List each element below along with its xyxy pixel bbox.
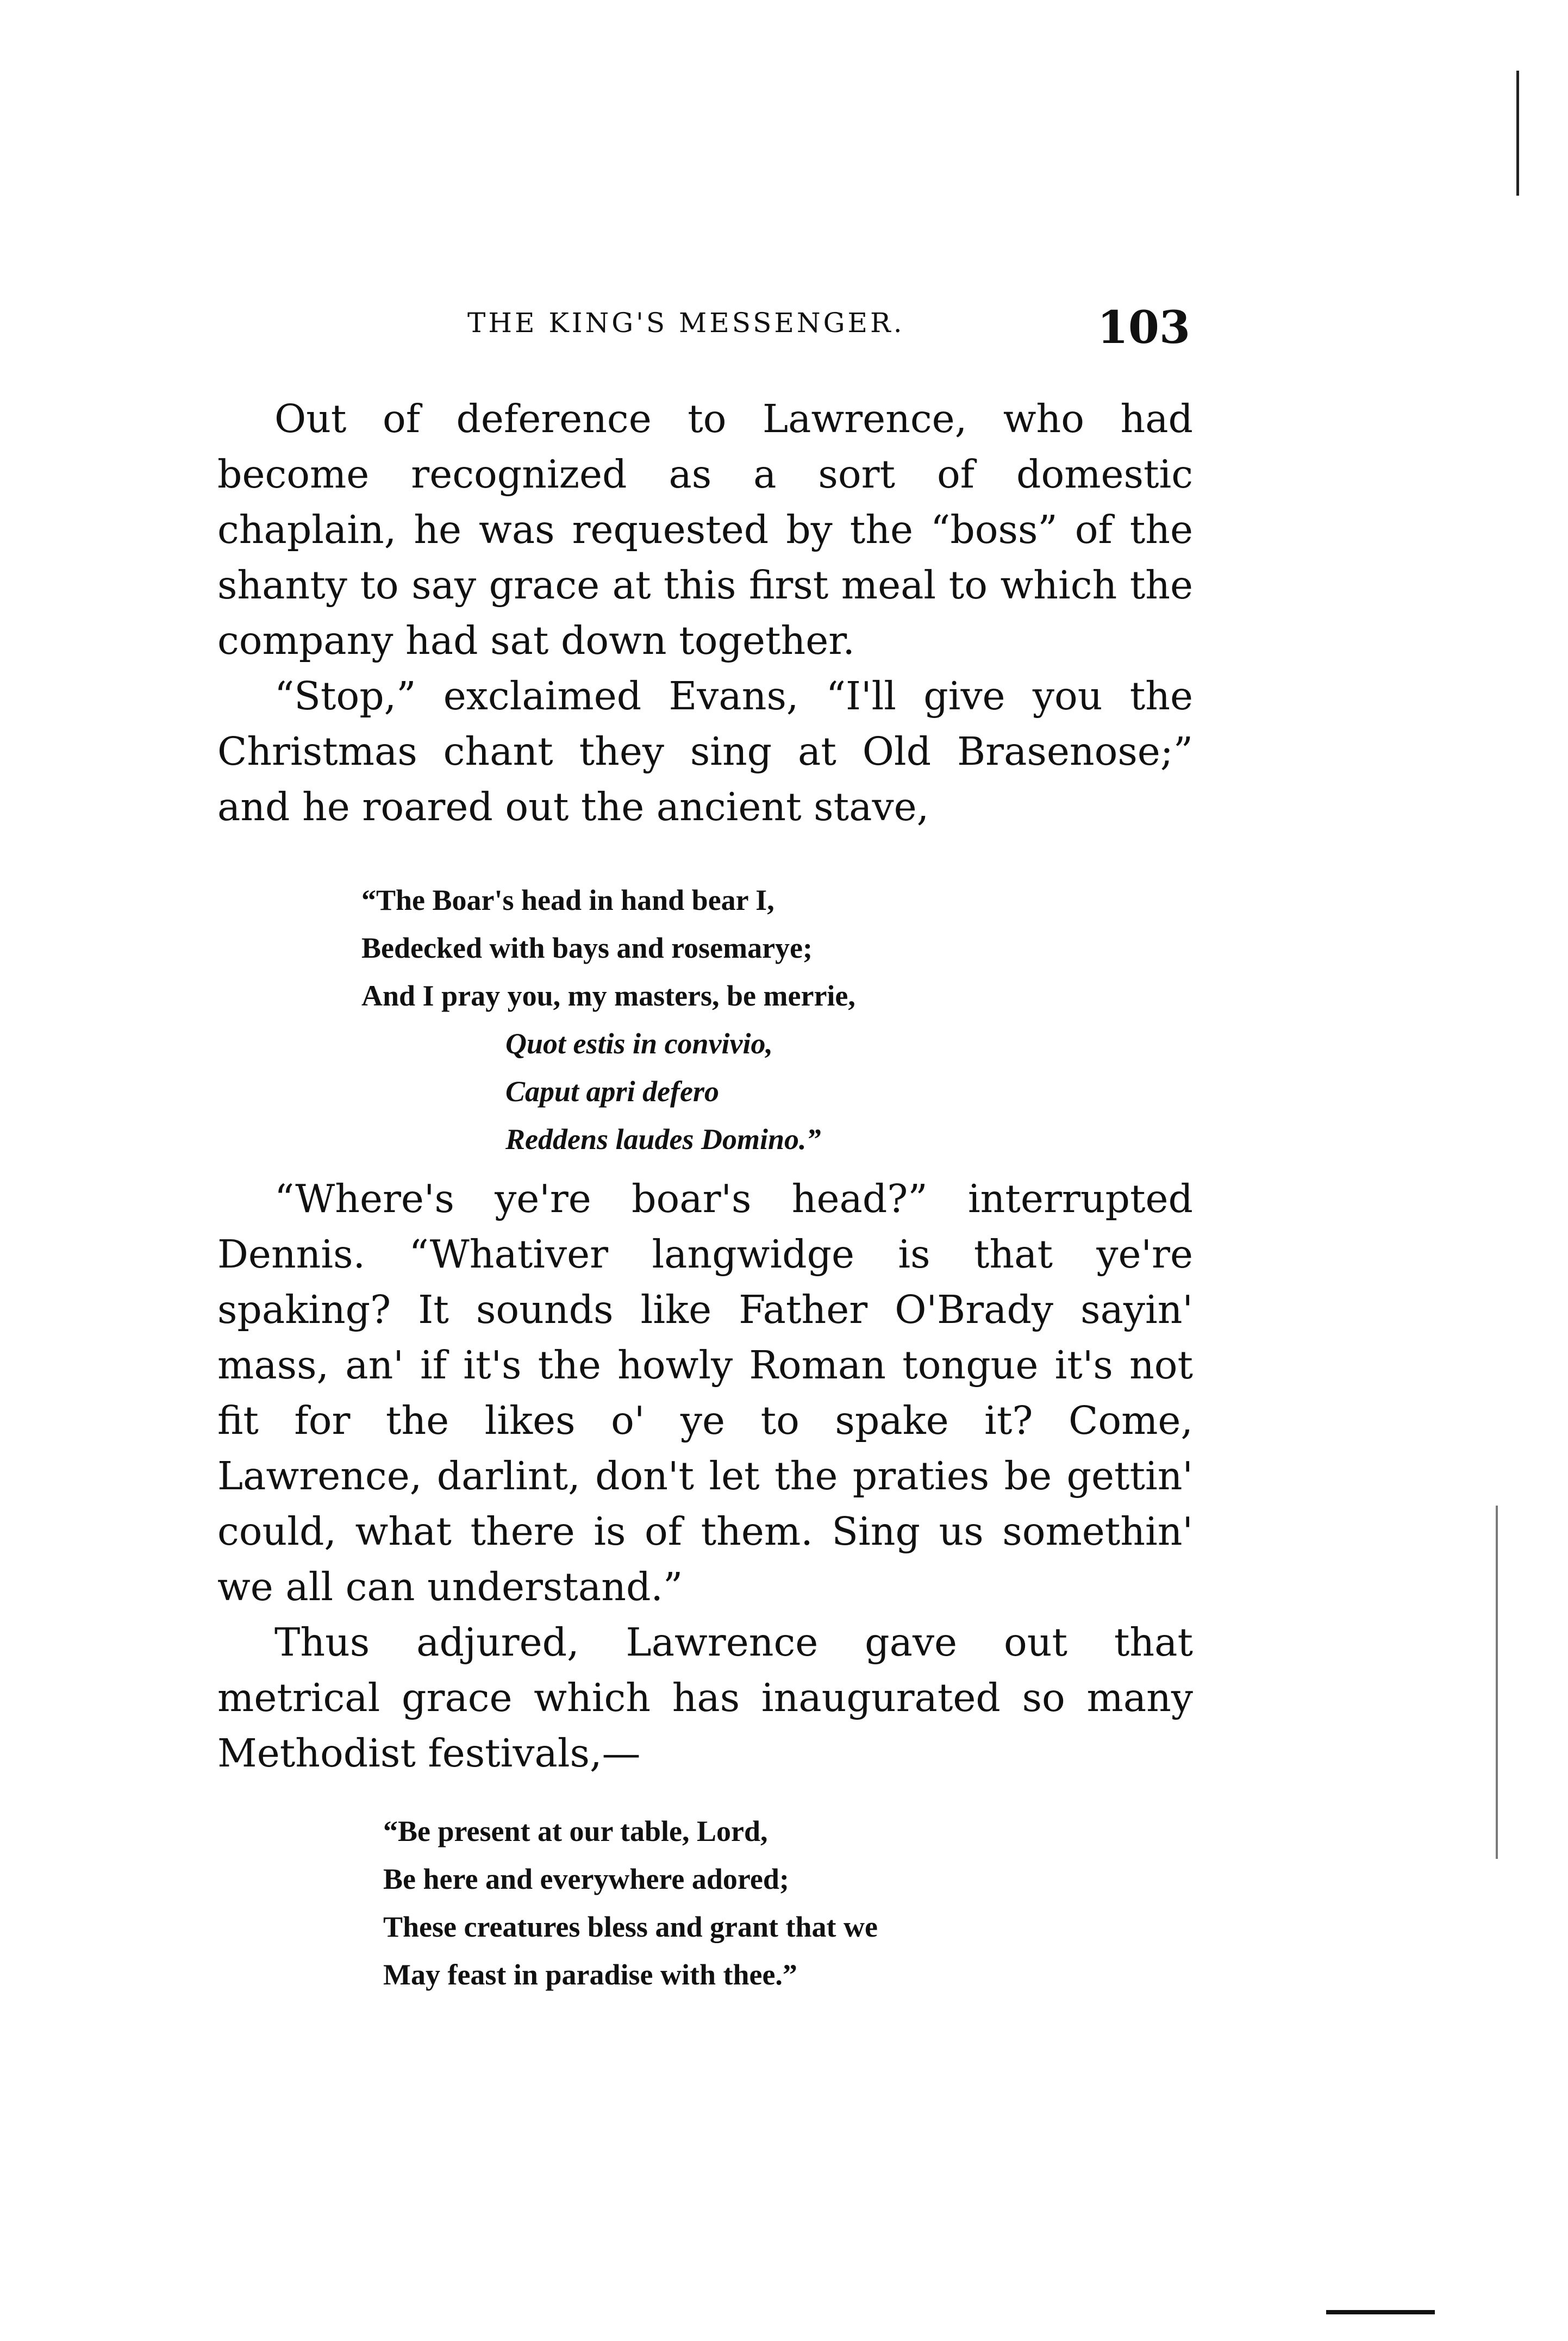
verse-line: “Be present at our table, Lord, (383, 1815, 768, 1847)
verse-line: Bedecked with bays and rosemarye; (361, 932, 813, 964)
paragraph-metrical-grace: Thus adjured, Lawrence gave out that metrical grace which has inaugurated so many Methodist festivals,— (217, 1620, 1193, 1776)
verse-line: And I pray you, my masters, be merrie, (361, 979, 855, 1012)
verse-line: Be here and everywhere adored; (383, 1863, 789, 1895)
verse-line: “The Boar's head in hand bear I, (361, 884, 774, 916)
page-edge-rule (1326, 2310, 1435, 2314)
verse-line-latin: Caput apri defero (505, 1075, 720, 1108)
paragraph-evans-chant: “Stop,” exclaimed Evans, “I'll give you the Christmas chant they sing at Old Brasenose;” and he roared out the ancient stave, (217, 673, 1193, 829)
text-block-two (217, 1171, 1193, 1781)
verse-line: May feast in paradise with thee.” (383, 1958, 797, 1991)
text-block-one (217, 391, 1193, 835)
gutter-mark (1496, 1506, 1498, 1859)
verse-line-latin: Quot estis in convivio, (505, 1027, 773, 1060)
grace-verse (383, 1807, 878, 1999)
running-header (217, 302, 1190, 361)
paragraph-dennis-reply: “Where's ye're boar's head?” interrupted Dennis. “Whativer langwidge is that ye're spaking? It sounds like Father O'Brady sayin' mass, an' if it's the howly Roman tongue it's not fit for the likes o' ye to spake it? Come, Lawrence, darlint, don't let the praties be gettin' could, what there is of them. Sing us somethin' we all can understand.” (217, 1176, 1193, 1609)
verse-line-latin: Reddens laudes Domino.” (505, 1123, 821, 1156)
running-title: THE KING'S MESSENGER. (467, 307, 905, 339)
verse-line: These creatures bless and grant that we (383, 1911, 878, 1943)
gutter-mark (1516, 71, 1519, 196)
paragraph-grace-request: Out of deference to Lawrence, who had become recognized as a sort of domestic chaplain, he was requested by the “boss” of the shanty to say grace at this first meal to which the company had sat down together. (217, 396, 1193, 663)
boars-head-verse (361, 876, 855, 1163)
page-number: 103 (1097, 302, 1190, 354)
